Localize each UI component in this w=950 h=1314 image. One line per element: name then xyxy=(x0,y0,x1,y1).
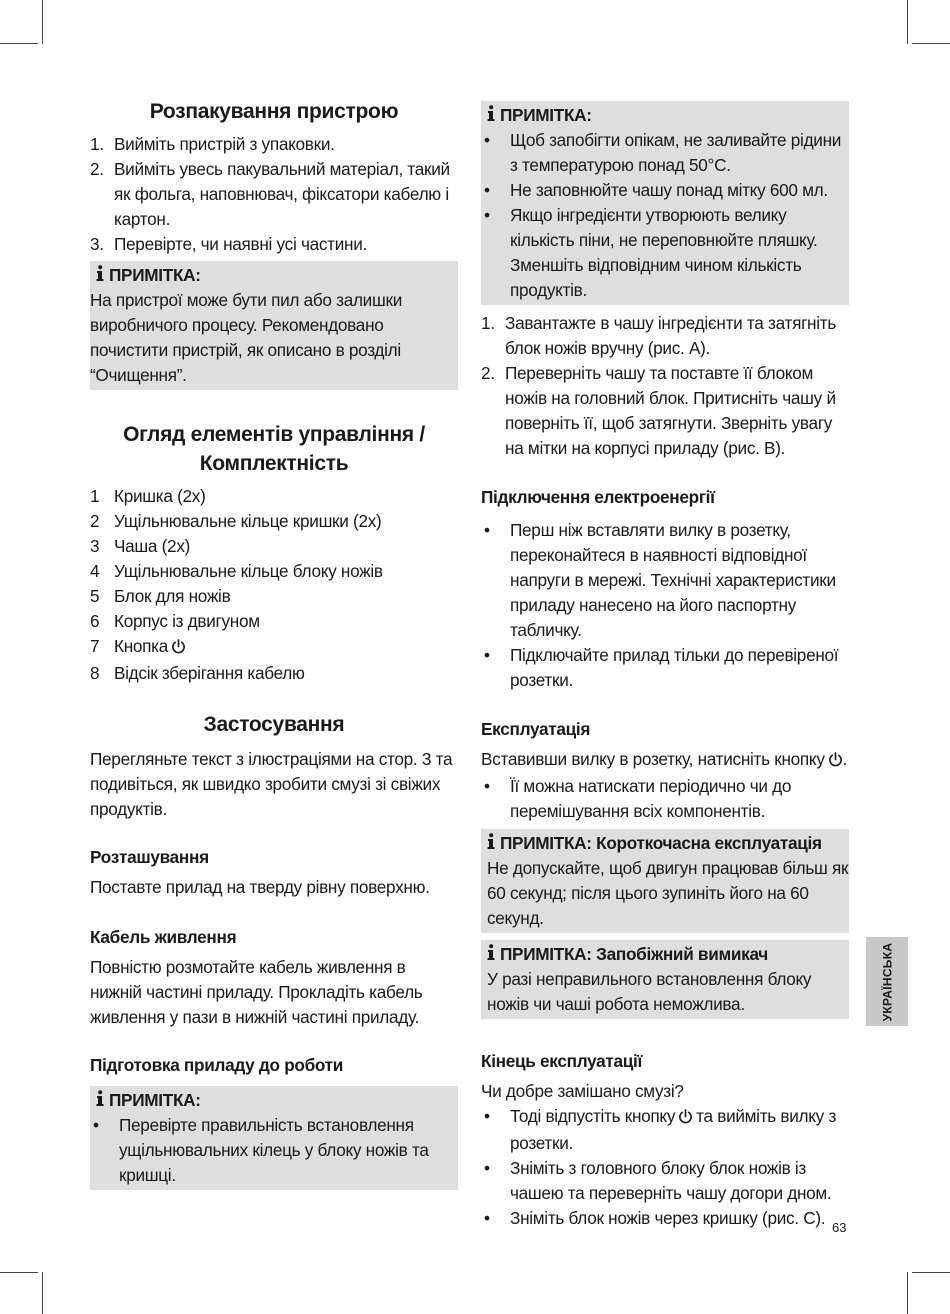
power-icon xyxy=(828,749,843,774)
info-icon xyxy=(487,942,495,967)
cable-heading: Кабель живлення xyxy=(90,927,237,947)
power-icon xyxy=(171,636,186,661)
list-item: 3 Чаша (2x) xyxy=(90,536,191,556)
cable-text: Повністю розмотайте кабель живлення в нижній частині приладу. Прокладіть кабель живлення у пази в нижній частині приладу. xyxy=(90,957,423,1027)
crop-mark xyxy=(912,1272,950,1273)
note-header xyxy=(90,1088,458,1113)
crop-mark xyxy=(0,1272,38,1273)
page-number: 63 xyxy=(832,1220,847,1235)
language-tab xyxy=(866,937,908,1026)
power-icon xyxy=(678,1106,693,1131)
list-item: • Перевірте правильність встановлення ущільнювальних кілець у блоку ножів та кришці. xyxy=(93,1115,429,1185)
note-title: ПРИМІТКА: xyxy=(500,105,592,125)
note-title: ПРИМІТКА: xyxy=(109,1090,201,1110)
crop-mark xyxy=(907,1272,908,1314)
overview-heading: Огляд елементів управління / Комплектність xyxy=(123,423,425,475)
list-item: • Зніміть блок ножів через кришку (рис. C). xyxy=(484,1208,826,1228)
note-title: ПРИМІТКА: Запобіжний вимикач xyxy=(500,944,768,964)
list-item: 2. Переверніть чашу та поставте її блоком ножів на головний блок. Притисніть чашу й поверніть її, щоб затягнути. Зверніть увагу на мітки на корпусі приладу (рис. B). xyxy=(481,363,836,458)
list-item: 5 Блок для ножів xyxy=(90,586,231,606)
list-item: 7 Кнопка xyxy=(90,634,458,661)
note-title: ПРИМІТКА: Короткочасна експлуатація xyxy=(500,833,822,853)
crop-mark xyxy=(42,0,43,44)
language-tab-label: УКРАЇНСЬКА xyxy=(880,942,895,1021)
list-item: • Тоді відпустіть кнопку та вийміть вилку з розетки. xyxy=(484,1106,837,1153)
list-item: 6 Корпус із двигуном xyxy=(90,611,260,631)
note-header xyxy=(90,263,458,288)
list-item: • Щоб запобігти опікам, не заливайте рідини з температурою понад 50°C. xyxy=(484,130,842,175)
placement-text: Поставте прилад на тверду рівну поверхню. xyxy=(90,877,430,897)
note-header xyxy=(481,103,849,128)
usage-intro: Перегляньте текст з ілюстраціями на стор. 3 та подивіться, як швидко зробити смузі зі свіжих продуктів. xyxy=(90,749,453,819)
unpacking-steps xyxy=(90,132,458,257)
note-box xyxy=(90,261,458,390)
list-item: • Перш ніж вставляти вилку в розетку, переконайтеся в наявності відповідної напруги в мережі. Технічні характеристики приладу нанесено на його паспортну табличку. xyxy=(484,520,836,640)
power-list xyxy=(481,518,849,693)
list-item: 3. Перевірте, чи наявні усі частини. xyxy=(90,234,367,254)
note-header xyxy=(481,831,849,856)
info-icon xyxy=(96,263,104,288)
list-item: 1 Кришка (2x) xyxy=(90,486,206,506)
unpacking-heading: Розпакування пристрою xyxy=(149,100,399,123)
info-icon xyxy=(96,1088,104,1113)
list-item: 2. Вийміть увесь пакувальний матеріал, такий як фольга, наповнювач, фіксатори кабелю і картон. xyxy=(90,159,450,229)
list-item: • Не заповнюйте чашу понад мітку 600 мл. xyxy=(484,180,828,200)
note-list xyxy=(481,128,849,303)
note-box xyxy=(481,829,849,933)
note-box xyxy=(481,101,849,305)
placement-heading: Розташування xyxy=(90,847,209,867)
info-icon xyxy=(487,103,495,128)
list-item: 4 Ущільнювальне кільце блоку ножів xyxy=(90,561,383,581)
operation-heading: Експлуатація xyxy=(481,719,591,739)
note-text: На пристрої може бути пил або залишки виробничого процесу. Рекомендовано почистити пристрій, як описано в розділі “Очищення”. xyxy=(90,290,402,385)
usage-heading: Застосування xyxy=(203,713,345,736)
note-header xyxy=(481,942,849,967)
list-item: 2 Ущільнювальне кільце кришки (2x) xyxy=(90,511,382,531)
note-box xyxy=(481,940,849,1019)
list-item: 8 Відсік зберігання кабелю xyxy=(90,663,305,683)
prep-heading: Підготовка приладу до роботи xyxy=(90,1055,344,1075)
crop-mark xyxy=(912,43,950,44)
parts-list xyxy=(90,484,458,686)
note-text: Не допускайте, щоб двигун працював більш як 60 секунд; після цього зупиніть його на 60 секунд. xyxy=(487,858,849,928)
assembly-steps xyxy=(481,311,849,461)
end-heading: Кінець експлуатації xyxy=(481,1051,643,1071)
note-title: ПРИМІТКА: xyxy=(109,265,201,285)
end-intro: Чи добре замішано смузі? xyxy=(481,1081,684,1101)
left-column xyxy=(90,92,458,1190)
list-item: • Зніміть з головного блоку блок ножів із чашею та переверніть чашу догори дном. xyxy=(484,1158,832,1203)
note-list xyxy=(90,1113,458,1188)
power-heading: Підключення електроенергії xyxy=(481,487,715,507)
end-list xyxy=(481,1104,849,1231)
info-icon xyxy=(487,831,495,856)
list-item: • Її можна натискати періодично чи до перемішування всіх компонентів. xyxy=(484,776,792,821)
note-text: У разі неправильного встановлення блоку ножів чи чаші робота неможлива. xyxy=(487,969,812,1014)
list-item: • Підключайте прилад тільки до перевіреної розетки. xyxy=(484,645,839,690)
note-box xyxy=(90,1086,458,1190)
crop-mark xyxy=(0,43,38,44)
operation-text: Вставивши вилку в розетку, натисніть кнопку . xyxy=(481,747,849,774)
right-column xyxy=(481,101,849,1231)
list-item: • Якщо інгредієнти утворюють велику кількість піни, не переповнюйте пляшку. Зменшіть відповідним чином кількість продуктів. xyxy=(484,205,818,300)
list-item: 1. Завантажте в чашу інгредієнти та затягніть блок ножів вручну (рис. A). xyxy=(481,313,836,358)
list-item: 1. Вийміть пристрій з упаковки. xyxy=(90,134,335,154)
operation-list xyxy=(481,774,849,824)
crop-mark xyxy=(907,0,908,44)
crop-mark xyxy=(42,1272,43,1314)
